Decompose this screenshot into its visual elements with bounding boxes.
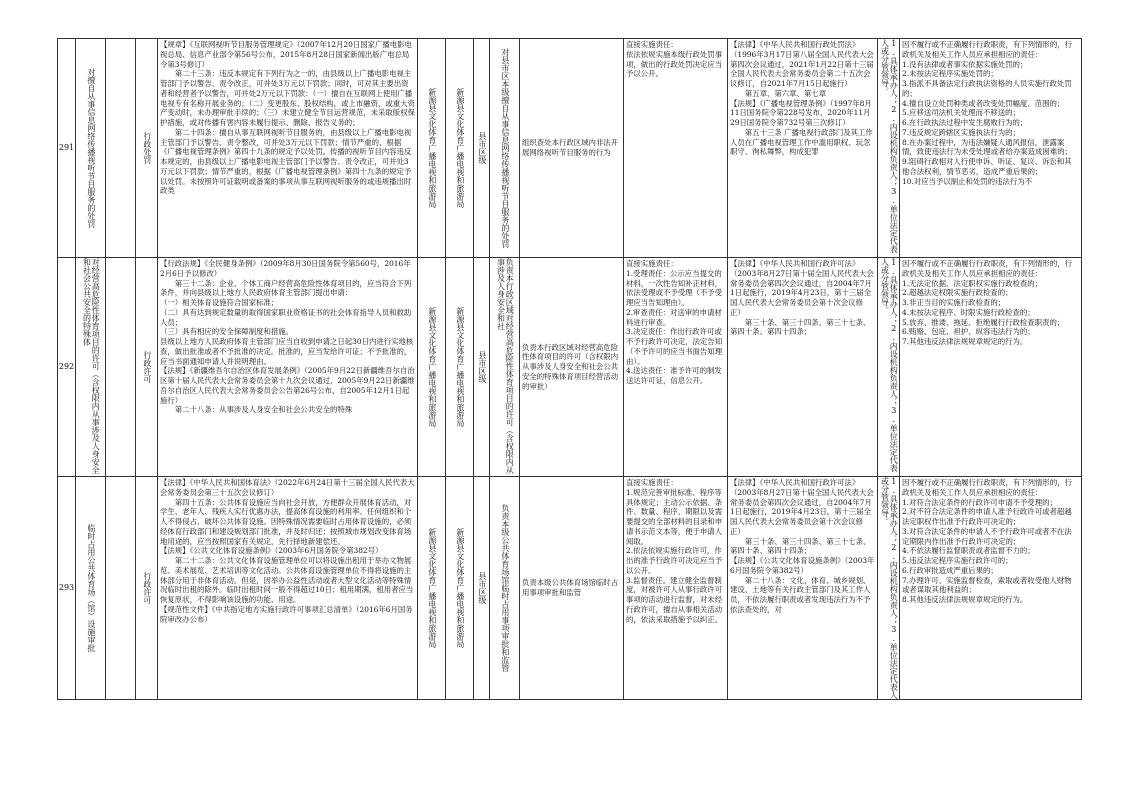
implementing-dept-text: 新源县文化体育广播电视和旅游局 (427, 88, 437, 208)
implementing-dept-cell (418, 258, 446, 477)
responsible-dept-text: 新源县文化体育广播电视和旅游局 (455, 528, 465, 648)
row-number: 293 (58, 582, 75, 592)
responsible-dept-text: 新源县文化体育广播电视和旅游局 (455, 307, 465, 427)
item-name-text: 临时占用公共体育场（馆）设施审批 (86, 524, 96, 652)
subject-text: 负责本级公共体育场馆临时占用事项审批和监管 (522, 578, 619, 597)
content-cell (490, 477, 520, 700)
content-cell (490, 39, 520, 258)
row-number (58, 258, 76, 477)
legal-basis-text: 【法律】《中华人民共和国行政许可法》（2003年8月27日第十届全国人民代表大会常务委员会第四次会议通过，自2004年7月1日起施行，2019年4月23日，第十三届全国人民代表大会常务委员会第十次会议修正） 第三十条、第三十四条、第三十七条、第四十条、第四十四条； 【法规】《公共文化体育设施条例》（2003年6月国务院令第382号） 第二十八条：文化、体育、城乡规划、建设、土地等有关行政主管部门及其工作人员，不依法履行职责或者发现违法行为不予依法查处的，对 (730, 478, 875, 614)
duty-cell (624, 258, 728, 477)
table-row (58, 477, 1082, 700)
subject-text: 负责本行政区域对经营高危险性体育项目的许可（含权限内从事涉及人身安全和社会公共安全的特殊体育项目经营活动的审批） (522, 342, 619, 391)
content-cell (490, 258, 520, 477)
level-text: 县市区级 (477, 351, 487, 383)
category-cell (136, 477, 158, 700)
subitem-cell (106, 477, 136, 700)
category-text: 行政许可 (142, 351, 152, 383)
item-name-text: 对经营高危险性体育项目的许可（含权限内从事涉及人身安全和社会公共安全的特殊体 (82, 258, 101, 474)
implementing-dept-cell (418, 39, 446, 258)
responsible-person-cell (878, 258, 900, 477)
basis-text: 【规章】《互联网视听节目服务管理规定》（2007年12月20日国家广播电影电视总局、信息产业部令第56号公布，2015年8月28日国家新闻出版广电总局令第3号修订） 第二十三条：违反本规定有下列行为之一的，由县级以上广播电影电视主管部门予以警告、责令改正，可并处3万元以下罚款；同时，可对其主要出资者和经营者予以警告，可并处2万元以下罚款：（一）擅自在互联网上使用广播电视专有名称开展业务的；（二）变更股东、股权结构，或上市融资，或重大资产变动时，未办理审批手续的；（三）未建立健全节目运营规范，未采取版权保护措施，或对传播有害内容未履行提示、删除、报告义务的； 第二十四条：擅自从事互联网视听节目服务的，由县级以上广播电影电视主管部门予以警告、责令整改，可并处3万元以下罚款；情节严重的，根据《广播电视管理条例》第四十九条的规定予以处罚。传播的视听节目内容违反本规定的，由县级以上广播电影电视主管部门予以警告、责令改正，可并处3万元以下罚款；情节严重的，根据《广播电视管理条例》第四十九条的规定予以处罚。未按照许可证载明或备案的事项从事互联网视听服务的或违规播出时政类 (160, 40, 415, 196)
content-text: 负责本行政区域对经营高危险性体育项目的许可（含权限内从事涉及人身安全和社 (496, 258, 515, 474)
implementing-dept-text: 新源县文化体育广播电视和旅游局 (427, 307, 437, 427)
basis-text: 【法律】《中华人民共和国体育法》（2022年6月24日第十三届全国人民代表大会常务委员会第三十五次会议修订） 第四十五条：公共体育设施应当向社会开放，方便群众开展体育活动，对学生、老年人、残疾人实行优惠办法，提高体育设施的利用率。任何组织和个人不得侵占、破坏公共体育设施。因特殊情况需要临时占用体育设施的，必须经体育行政部门和建设规划部门批准，并及时归还；按照城市规划改变体育场地用途的，应当按照国家有关规定，先行择地新建偿还。 【法规】《公共文化体育设施条例》（2003年6月国务院令第382号） 第二十二条：公共文化体育设施管理单位可以将设施出租用于举办文物展览、美术展览、艺术培训等文化活动。公共体育设施管理单位不得将设施的主体部分用于非体育活动。但是，因举办公益性活动或者大型文化活动等特殊情况临时出租的除外。临时出租时间一般不得超过10日；租用期满，租用者应当恢复原状，不得影响该设施的功能、用途。 【规范性文件】《中共指定地方实施行政许可事项汇总清单》（2016年6月国务院审改办公布） (160, 478, 415, 624)
responsibility-table (57, 38, 1082, 700)
subject-cell (520, 477, 624, 700)
category-cell (136, 39, 158, 258)
duty-text: 直接实施责任： 依法依规实施本级行政处罚事项，做出的行政处罚决定应当予以公开。 (626, 40, 723, 79)
row-number (58, 39, 76, 258)
legal-basis-cell (728, 477, 878, 700)
level-cell (474, 258, 490, 477)
item-name-text: 对擅自从事信息网络传播视听节目服务的处罚 (86, 68, 96, 228)
basis-cell (158, 39, 418, 258)
accountability-cell (900, 258, 1082, 477)
basis-cell (158, 258, 418, 477)
accountability-text: 因不履行或不正确履行行政职责，有下列情形的，行政机关及相关工作人员应承担相应的责任： 1.没有法律或者事实依据实施处罚的； 2.未按法定程序实施处罚的； 3.指派不具备法定行政执法资格的人员实施行政处罚的； 4.擅自设立处罚种类或者改变处罚幅度、范围的； 5.应移送司法机关处理而不移送的； 6.在行政执法过程中发生腐败行为的； 7.违反规定跨辖区实施执法行为的； 8.在办案过程中，为违法嫌疑人通风报信，泄露案情，致使违法行为未受处理或者给办案造成困难的； 9.阻碍行政相对人行使申诉、听证、复议、诉讼和其他合法权利，情节恶劣，造成严重后果的； 10.对应当予以制止和处罚的违法行为不 (902, 40, 1072, 186)
subitem-cell (106, 39, 136, 258)
subject-cell (520, 258, 624, 477)
responsible-person-text: 1.具体承办人；2.内设机构负责人；3.单位法定代表人或分管领导。 (880, 39, 899, 253)
content-text: 对县市区本级擅自从事信息网络传播视听节目服务的处罚 (500, 48, 510, 248)
subject-cell (520, 39, 624, 258)
responsible-person-cell (878, 477, 900, 700)
row-number: 291 (58, 142, 75, 152)
duty-text: 直接实施责任： 1.规范完善审批标准、程序等具体规定；主动公示依据、条件、数量、程序、期限以及需要提交的全部材料的目录和申请书示范文本等，便于申请人阅取。 2.依法依规实施行政许可，作出的准予行政许可决定应当予以公开。 3.监督责任。建立健全监督制度，对被许可人从事行政许可事项的活动进行监督，对未经行政许可，擅自从事相关活动的，依法采取措施予以纠正。 (626, 478, 723, 624)
implementing-dept-text: 新源县文化体育广播电视和旅游局 (427, 528, 437, 648)
table-row (58, 258, 1082, 477)
item-name-cell (76, 258, 106, 477)
duty-cell (624, 477, 728, 700)
duty-cell (624, 39, 728, 258)
level-cell (474, 39, 490, 258)
basis-text: 【行政法规】《全民健身条例》（2009年8月30日国务院令第560号，2016年2月6日予以修改） 第三十二条：企业、个体工商户经营高危险性体育项目的，应当符合下列条件，并向县级以上地方人民政府体育主管部门提出申请： （一）相关体育设施符合国家标准； （二）具有达到规定数量的取得国家职业资格证书的社会体育指导人员和救助人员； （三）具有相应的安全保障制度和措施。 县级以上地方人民政府体育主管部门应当自收到申请之日起30日内进行实地核查，做出批准或者不予批准的决定。批准的，应当发给许可证；不予批准的，应当书面通知申请人并说明理由。 【法规】《新疆维吾尔自治区体育发展条例》（2005年9月22日新疆维吾尔自治区第十届人民代表大会常务委员会第十九次会议通过，2005年9月22日新疆维吾尔自治区人民代表大会常务委员会公告第26号公布，自2005年12月1日起施行） 第二十八条：从事涉及人身安全和社会公共安全的特殊 (160, 259, 415, 415)
implementing-dept-cell (418, 477, 446, 700)
accountability-text: 因不履行或不正确履行行政职责，有下列情形的，行政机关及相关工作人员应承担相应的责任： 1.对符合法定条件的行政许可申请不予受理的； 2.对不符合法定条件的申请人准予行政许可或者超越法定职权作出准予行政许可决定的； 3.对符合法定条件的申请人不予行政许可或者不在法定期限内作出准予行政许可决定的； 4.不依法履行监督职责或者监督不力的； 5.违反法定程序实施行政许可的； 6.行政审批造成严重后果的； 7.办理许可、实施监督检查，索取或者收受他人财物或者谋取其他利益的； 8.其他违反法律法规规章规定的行为。 (902, 478, 1072, 605)
accountability-text: 因不履行或不正确履行行政职责，有下列情形的，行政机关及相关工作人员应承担相应的责任： 1.无法定依据、法定职权实施行政检查的； 2.超越法定权限实施行政检查的； 3.非正当目的实施行政检查的； 4.未按法定程序、时限实施行政检查的； 5.放弃、推诿、拖延、拒绝履行行政检查职责的； 6.贿赂、包庇、袒护、纵容违法行为的； 7.其他违反法律法规规章规定的行为。 (902, 259, 1072, 347)
category-text: 行政处罚 (142, 132, 152, 164)
content-text: 负责本级公共体育场馆临时占用事项审批和监管 (500, 504, 510, 672)
legal-basis-text: 【法律】《中华人民共和国行政许可法》（2003年8月27日第十届全国人民代表大会常务委员会第四次会议通过，自2004年7月1日起施行，2019年4月23日，第十三届全国人民代表大会常务委员会第十次会议修正） 第三十条、第三十四条、第三十七条、第四十条、第四十四条； (730, 259, 874, 337)
legal-basis-cell (728, 39, 878, 258)
accountability-cell (900, 477, 1082, 700)
duty-text: 直接实施责任： 1.受理责任：公示应当提交的材料，一次性告知补正材料，依法受理或不予受理（不予受理应当告知理由）。 2.审查责任：对送审的申请材料进行审查。 3.决定责任：作出行政许可或不予行政许可决定，法定告知（不予许可的应当书面告知理由）。 4.送达责任：准予许可的制发送达许可证，信息公开。 (626, 259, 723, 386)
responsible-person-text: 1.具体承办人；2.内设机构负责人；3.单位法定代表人或分管领导。 (880, 477, 899, 699)
basis-cell (158, 477, 418, 700)
level-text: 县市区级 (477, 132, 487, 164)
category-text: 行政许可 (142, 572, 152, 604)
category-cell (136, 258, 158, 477)
table-row (58, 39, 1082, 258)
responsible-dept-cell (446, 258, 474, 477)
accountability-cell (900, 39, 1082, 258)
subitem-cell (106, 258, 136, 477)
item-name-cell (76, 39, 106, 258)
responsible-dept-cell (446, 477, 474, 700)
legal-basis-cell (728, 258, 878, 477)
level-text: 县市区级 (477, 572, 487, 604)
row-number (58, 477, 76, 700)
row-number: 292 (58, 361, 75, 371)
responsible-person-cell (878, 39, 900, 258)
responsible-person-text: 1.具体承办人；2.内设机构负责人；3.单位法定代表人或分管领导。 (880, 258, 899, 472)
subject-text: 组织查处本行政区域内非法开展网络视听节目服务的行为 (522, 138, 619, 157)
level-cell (474, 477, 490, 700)
responsible-dept-cell (446, 39, 474, 258)
item-name-cell (76, 477, 106, 700)
responsible-dept-text: 新源县文化体育广播电视和旅游局 (455, 88, 465, 208)
legal-basis-text: 【法律】《中华人民共和国行政处罚法》（1996年3月17日第八届全国人民代表大会第四次会议通过，2021年1月22日第十三届全国人民代表大会常务委员会第二十五次会议修订，自2021年7月15日起施行） 第五章、第六章、第七章 【法规】《广播电视管理条例》（1997年8月11日国务院令第228号发布，2020年11月29日国务院令第732号第三次修订） 第五十三条 广播电视行政部门及其工作人员在广播电视管理工作中滥用职权、玩忽职守、徇私舞弊，构成犯罪 (730, 40, 874, 157)
